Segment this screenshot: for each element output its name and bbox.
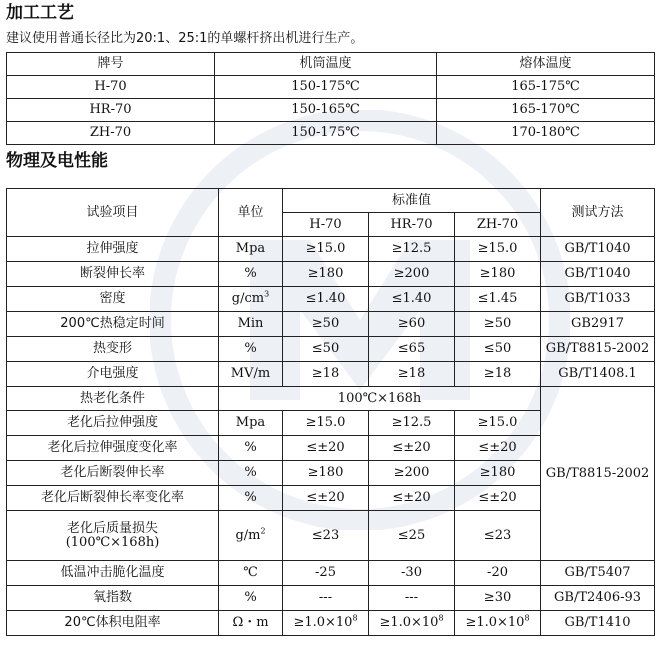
unit-cell: % <box>219 262 283 287</box>
extruder-note: 建议使用普通长径比为20:1、25:1的单螺杆挤出机进行生产。 <box>6 31 364 46</box>
table-row <box>7 287 655 312</box>
header-cell: 机筒温度 <box>215 53 437 76</box>
value-cell: ≤±20 <box>283 436 369 461</box>
unit-cell: % <box>219 337 283 362</box>
method-cell: GB/T1033 <box>541 287 655 312</box>
unit-cell: % <box>219 586 283 611</box>
unit-cell: Ω・m <box>219 611 283 636</box>
item-cell: 200℃热稳定时间 <box>7 312 219 337</box>
value-cell: ≥15.0 <box>283 237 369 262</box>
unit-cell: % <box>219 461 283 486</box>
method-cell: GB/T1040 <box>541 262 655 287</box>
method-cell: GB/T1410 <box>541 611 655 636</box>
item-cell: 拉伸强度 <box>7 237 219 262</box>
table-row <box>7 76 655 99</box>
grade-cell: H-70 <box>7 76 215 99</box>
header-unit: 单位 <box>219 189 283 237</box>
header-grade: H-70 <box>283 213 369 237</box>
header-method: 测试方法 <box>541 189 655 237</box>
value-cell: ≥180 <box>283 461 369 486</box>
value-cell: ≥18 <box>455 362 541 387</box>
unit-cell: Mpa <box>219 237 283 262</box>
barrel-temp-cell: 150-165℃ <box>215 99 437 122</box>
method-cell: GB/T1040 <box>541 237 655 262</box>
properties-table <box>6 188 655 636</box>
table-row <box>7 387 655 411</box>
value-exponent: 8 <box>438 613 444 623</box>
table-row <box>7 337 655 362</box>
value-cell: ≤23 <box>455 511 541 561</box>
item-cell: 老化后断裂伸长率 <box>7 461 219 486</box>
value-cell: ≤65 <box>369 337 455 362</box>
value-cell: ≤±20 <box>369 436 455 461</box>
table-row <box>7 611 655 636</box>
value-exponent: 8 <box>524 613 530 623</box>
value-cell: ≥15.0 <box>455 237 541 262</box>
value-cell: ≥180 <box>455 461 541 486</box>
value-cell <box>283 611 369 636</box>
value-cell: ≥50 <box>455 312 541 337</box>
item-cell: 氧指数 <box>7 586 219 611</box>
value-cell: -30 <box>369 561 455 586</box>
table-row <box>7 561 655 586</box>
item-cell: 20℃体积电阻率 <box>7 611 219 636</box>
value-cell: ≤±20 <box>283 486 369 511</box>
table-header-row <box>7 189 655 213</box>
method-cell: GB/T1408.1 <box>541 362 655 387</box>
value-cell <box>455 611 541 636</box>
value-cell: ≥50 <box>283 312 369 337</box>
header-grade: HR-70 <box>369 213 455 237</box>
section-title-properties: 物理及电性能 <box>6 151 108 171</box>
header-cell: 牌号 <box>7 53 215 76</box>
item-cell: 老化后拉伸强度 <box>7 411 219 436</box>
unit-cell <box>219 511 283 561</box>
unit-cell: ℃ <box>219 561 283 586</box>
unit-exponent: 3 <box>264 289 270 299</box>
value-base: ≥1.0×10 <box>379 615 439 630</box>
value-cell: ≤1.40 <box>369 287 455 312</box>
aging-condition-label: 热老化条件 <box>7 387 219 411</box>
barrel-temp-cell: 150-175℃ <box>215 76 437 99</box>
table-header-row <box>7 53 655 76</box>
value-cell: ≥180 <box>283 262 369 287</box>
header-standard: 标准值 <box>283 189 541 213</box>
value-cell: ≤23 <box>283 511 369 561</box>
value-cell <box>369 611 455 636</box>
method-cell: GB/T8815-2002 <box>541 337 655 362</box>
item-line: (100℃×168h) <box>65 534 160 550</box>
melt-temp-cell: 170-180℃ <box>437 122 655 145</box>
value-cell: -25 <box>283 561 369 586</box>
aging-condition-value: 100℃×168h <box>219 387 541 411</box>
value-cell: --- <box>283 586 369 611</box>
method-cell: GB2917 <box>541 312 655 337</box>
value-cell: ≤1.40 <box>283 287 369 312</box>
value-cell: ≥18 <box>369 362 455 387</box>
melt-temp-cell: 165-175℃ <box>437 76 655 99</box>
value-cell: ≥200 <box>369 461 455 486</box>
value-base: ≥1.0×10 <box>293 615 353 630</box>
unit-cell <box>219 287 283 312</box>
value-cell: ≤±20 <box>455 486 541 511</box>
value-exponent: 8 <box>352 613 358 623</box>
table-row <box>7 99 655 122</box>
item-cell <box>7 511 219 561</box>
item-cell: 介电强度 <box>7 362 219 387</box>
value-cell: ≥60 <box>369 312 455 337</box>
value-cell: ≥30 <box>455 586 541 611</box>
method-cell: GB/T2406-93 <box>541 586 655 611</box>
value-cell: ≥180 <box>455 262 541 287</box>
value-cell: ≤±20 <box>369 486 455 511</box>
value-cell: --- <box>369 586 455 611</box>
processing-table <box>6 52 655 145</box>
table-row <box>7 237 655 262</box>
barrel-temp-cell: 150-175℃ <box>215 122 437 145</box>
table-row <box>7 312 655 337</box>
table-row <box>7 586 655 611</box>
value-base: ≥1.0×10 <box>465 615 525 630</box>
value-cell: ≥200 <box>369 262 455 287</box>
item-cell: 老化后拉伸强度变化率 <box>7 436 219 461</box>
header-cell: 熔体温度 <box>437 53 655 76</box>
unit-cell: MV/m <box>219 362 283 387</box>
unit-exponent: 2 <box>260 526 266 536</box>
item-line: 老化后质量损失 <box>66 520 158 536</box>
item-cell: 密度 <box>7 287 219 312</box>
value-cell: ≤25 <box>369 511 455 561</box>
aging-method-cell: GB/T8815-2002 <box>541 387 655 561</box>
table-row <box>7 122 655 145</box>
table-row <box>7 362 655 387</box>
value-cell: ≤±20 <box>455 436 541 461</box>
melt-temp-cell: 165-170℃ <box>437 99 655 122</box>
section-title-processing: 加工工艺 <box>6 3 74 23</box>
header-grade: ZH-70 <box>455 213 541 237</box>
table-row <box>7 262 655 287</box>
item-cell: 低温冲击脆化温度 <box>7 561 219 586</box>
item-cell: 断裂伸长率 <box>7 262 219 287</box>
grade-cell: HR-70 <box>7 99 215 122</box>
unit-cell: Mpa <box>219 411 283 436</box>
unit-cell: % <box>219 486 283 511</box>
unit-base: g/m <box>235 527 261 543</box>
value-cell: ≤1.45 <box>455 287 541 312</box>
unit-base: g/cm <box>231 291 265 306</box>
unit-cell: % <box>219 436 283 461</box>
value-cell: ≤50 <box>283 337 369 362</box>
value-cell: ≥12.5 <box>369 411 455 436</box>
value-cell: ≤50 <box>455 337 541 362</box>
value-cell: ≥15.0 <box>455 411 541 436</box>
value-cell: ≥12.5 <box>369 237 455 262</box>
grade-cell: ZH-70 <box>7 122 215 145</box>
unit-cell: Min <box>219 312 283 337</box>
method-cell: GB/T5407 <box>541 561 655 586</box>
value-cell: ≥15.0 <box>283 411 369 436</box>
header-item: 试验项目 <box>7 189 219 237</box>
value-cell: -20 <box>455 561 541 586</box>
item-cell: 老化后断裂伸长率变化率 <box>7 486 219 511</box>
value-cell: ≥18 <box>283 362 369 387</box>
item-cell: 热变形 <box>7 337 219 362</box>
